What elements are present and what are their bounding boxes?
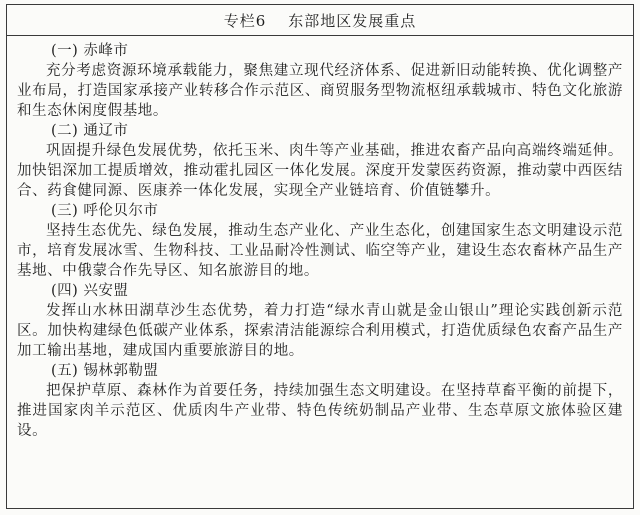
section-paragraph: 巩固提升绿色发展优势，依托玉米、肉牛等产业基础，推进农畜产品向高端终端延伸。加快铝深加工提质增效，推动霍扎园区一体化发展。深度开发蒙医药资源，推动蒙中西医结合、药食健同源、医康养一体化发展，实现全产业链培育、价值链攀升。 [17, 143, 623, 199]
feature-box [6, 4, 634, 509]
section-paragraph: 充分考虑资源环境承载能力，聚焦建立现代经济体系、促进新旧动能转换、优化调整产业布局，打造国家承接产业转移合作示范区、商贸服务型物流枢纽承载城市、特色文化旅游和生态休闲度假基地。 [17, 63, 623, 119]
section-heading: (二) 通辽市 [51, 123, 129, 139]
section-tongliao [17, 121, 623, 201]
section-paragraph: 把保护草原、森林作为首要任务，持续加强生态文明建设。在坚持草畜平衡的前提下，推进国家肉羊示范区、优质肉牛产业带、特色传统奶制品产业带、生态草原文旅体验区建设。 [17, 383, 623, 439]
section-paragraph: 发挥山水林田湖草沙生态优势，着力打造“绿水青山就是金山银山”理论实践创新示范区。加快构建绿色低碳产业体系，探索清洁能源综合利用模式，打造优质绿色农畜产品生产加工输出基地，建成国内重要旅游目的地。 [17, 303, 623, 359]
column-label: 专栏6 [223, 11, 267, 30]
section-xilingol [17, 361, 623, 441]
section-heading: (三) 呼伦贝尔市 [51, 203, 159, 219]
section-hulunbuir [17, 201, 623, 281]
section-heading: (五) 锡林郭勒盟 [51, 363, 159, 379]
section-chifeng [17, 41, 623, 121]
box-title: 东部地区发展重点 [288, 11, 417, 30]
section-heading: (四) 兴安盟 [51, 283, 129, 299]
section-hinggan [17, 281, 623, 361]
section-paragraph: 坚持生态优先、绿色发展，推动生态产业化、产业生态化，创建国家生态文明建设示范市，培育发展冰雪、生物科技、工业品耐冷性测试、临空等产业，建设生态农畜林产品生产基地、中俄蒙合作先导区、知名旅游目的地。 [17, 223, 623, 279]
section-heading: (一) 赤峰市 [51, 43, 129, 59]
box-header [7, 5, 633, 36]
box-body [7, 36, 633, 441]
